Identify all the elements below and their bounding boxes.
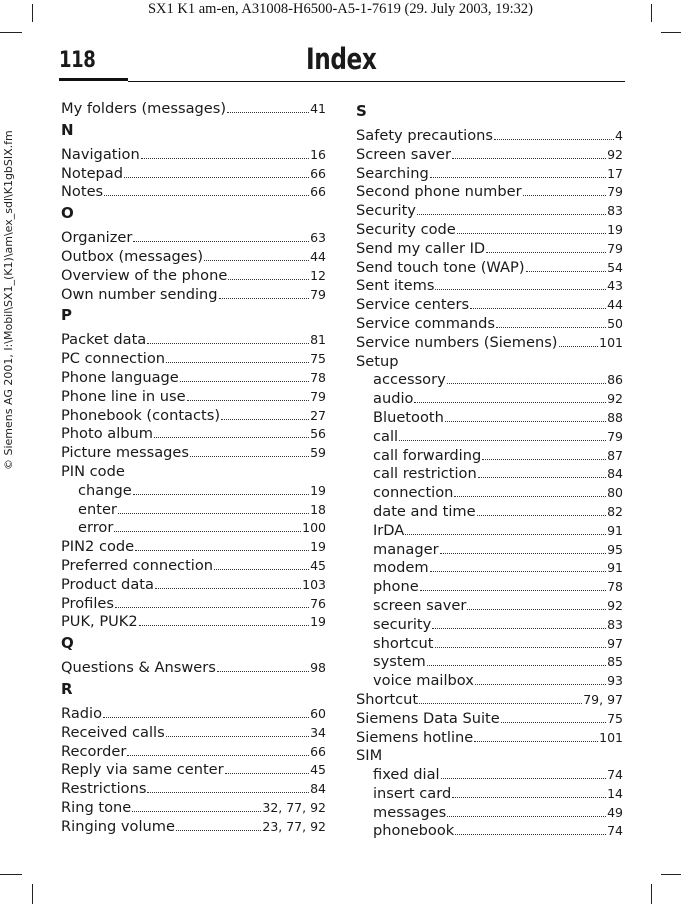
dot-leader — [405, 534, 606, 535]
index-subentry — [356, 766, 623, 785]
index-page-ref: 41 — [310, 101, 326, 116]
index-term: PIN2 code — [61, 538, 135, 556]
index-page-ref: 44 — [310, 248, 326, 264]
index-page-ref: 91 — [607, 522, 623, 538]
dot-leader — [114, 531, 301, 532]
index-term: PUK, PUK2 — [61, 613, 138, 631]
dot-leader — [440, 553, 607, 554]
dot-leader — [452, 158, 606, 159]
index-page-ref: 97 — [607, 635, 623, 651]
index-page-ref: 79 — [310, 286, 326, 302]
index-subentry — [356, 371, 623, 390]
dot-leader — [435, 647, 607, 648]
index-page-ref: 54 — [607, 259, 623, 275]
index-term: Ringing volume — [61, 817, 175, 835]
index-entry — [356, 729, 623, 748]
index-term: call restriction — [373, 465, 477, 483]
crop-mark — [651, 4, 652, 22]
index-subentry — [356, 822, 623, 841]
index-entry — [61, 557, 326, 576]
dot-leader — [526, 271, 607, 272]
index-page-ref: 79, 97 — [583, 691, 623, 707]
index-term: phonebook — [373, 822, 455, 840]
dot-leader — [455, 834, 606, 835]
index-entry — [61, 286, 326, 305]
dot-leader — [190, 456, 309, 457]
index-term: PC connection — [61, 350, 166, 368]
index-term: Notepad — [61, 164, 124, 182]
dot-leader — [147, 792, 309, 793]
index-term: system — [373, 653, 426, 671]
index-letter-heading: N — [61, 120, 74, 139]
dot-leader — [217, 671, 309, 672]
index-term: Organizer — [61, 229, 133, 247]
index-term: Preferred connection — [61, 556, 214, 574]
index-term: change — [78, 481, 132, 499]
dot-leader — [523, 195, 606, 196]
index-term: Own number sending — [61, 285, 218, 303]
index-page-ref: 49 — [607, 804, 623, 820]
index-term: messages — [373, 803, 447, 821]
index-subentry — [356, 559, 623, 578]
dot-leader — [187, 400, 309, 401]
index-term: error — [78, 519, 114, 537]
dot-leader — [227, 112, 309, 113]
index-term: Picture messages — [61, 444, 190, 462]
index-term: Screen saver — [356, 145, 451, 163]
dot-leader — [432, 628, 606, 629]
index-term: audio — [373, 390, 414, 408]
side-copyright: © Siemens AG 2001, I:\Mobil\SX1_(K1)\am\ex_sdl\K1gbSIX.fm — [2, 130, 15, 470]
crop-mark — [661, 874, 681, 875]
dot-leader — [155, 588, 301, 589]
index-term: screen saver — [373, 596, 467, 614]
index-page-ref: 91 — [607, 560, 623, 576]
index-term: Photo album — [61, 425, 153, 443]
index-entry — [356, 353, 623, 372]
index-page-ref: 101 — [599, 334, 623, 350]
index-entry — [61, 613, 326, 632]
index-letter-heading: S — [356, 102, 367, 120]
dot-leader — [124, 177, 309, 178]
index-entry — [61, 165, 326, 184]
dot-leader — [559, 346, 599, 347]
index-page-ref: 79 — [607, 240, 623, 256]
index-term: Sent items — [356, 277, 435, 295]
index-page-ref: 74 — [607, 823, 623, 839]
dot-leader — [180, 381, 309, 382]
index-entry — [61, 183, 326, 202]
dot-leader — [430, 177, 606, 178]
crop-mark — [32, 884, 33, 904]
dot-leader — [430, 571, 606, 572]
index-entry — [61, 761, 326, 780]
crop-mark — [661, 32, 681, 33]
index-subentry — [61, 482, 326, 501]
dot-leader — [447, 383, 606, 384]
dot-leader — [104, 195, 309, 196]
index-subentry — [356, 484, 623, 503]
index-term: insert card — [373, 784, 452, 802]
index-entry — [356, 315, 623, 334]
index-subentry — [61, 501, 326, 520]
index-term: Reply via same center — [61, 761, 224, 779]
dot-leader — [441, 778, 607, 779]
page-number: 118 — [59, 48, 96, 73]
page-title: Index — [306, 42, 377, 76]
dot-leader — [474, 741, 598, 742]
index-page-ref: 50 — [607, 315, 623, 331]
index-entry — [356, 259, 623, 278]
index-term: Siemens hotline — [356, 728, 474, 746]
index-page-ref: 17 — [607, 165, 623, 181]
index-page-ref: 75 — [310, 351, 326, 367]
dot-leader — [420, 590, 606, 591]
index-term: Packet data — [61, 331, 147, 349]
dot-leader — [414, 402, 606, 403]
index-term: date and time — [373, 502, 476, 520]
dot-leader — [494, 139, 614, 140]
dot-leader — [228, 279, 309, 280]
index-subentry — [356, 541, 623, 560]
index-subentry — [356, 428, 623, 447]
dot-leader — [399, 440, 606, 441]
dot-leader — [478, 477, 606, 478]
dot-leader — [139, 625, 309, 626]
index-column-left — [61, 100, 326, 837]
index-term: fixed dial — [373, 766, 440, 784]
index-entry — [61, 331, 326, 350]
dot-leader — [477, 515, 606, 516]
index-page-ref: 27 — [310, 407, 326, 423]
index-term: Received calls — [61, 723, 165, 741]
index-entry — [61, 743, 326, 762]
index-subentry — [356, 785, 623, 804]
index-page-ref: 34 — [310, 724, 326, 740]
index-entry — [356, 202, 623, 221]
dot-leader — [214, 569, 309, 570]
index-entry — [356, 710, 623, 729]
index-subentry — [356, 465, 623, 484]
dot-leader — [457, 233, 606, 234]
index-page-ref: 80 — [607, 485, 623, 501]
index-term: Navigation — [61, 145, 140, 163]
index-page-ref: 100 — [302, 520, 326, 536]
index-page-ref: 59 — [310, 445, 326, 461]
index-page-ref: 45 — [310, 762, 326, 778]
dot-leader — [176, 830, 261, 831]
dot-leader — [127, 755, 309, 756]
dot-leader — [435, 289, 606, 290]
index-subentry — [61, 519, 326, 538]
index-term: Bluetooth — [373, 408, 444, 426]
index-term: Ring tone — [61, 798, 132, 816]
index-entry — [61, 248, 326, 267]
dot-leader — [447, 816, 606, 817]
index-subentry — [356, 578, 623, 597]
index-term: Safety precautions — [356, 127, 494, 144]
index-page-ref: 19 — [310, 614, 326, 630]
index-subentry — [356, 597, 623, 616]
index-entry — [61, 407, 326, 426]
index-page-ref: 16 — [310, 146, 326, 162]
index-term: security — [373, 615, 432, 633]
index-letter-heading: P — [61, 306, 72, 325]
index-subentry — [356, 804, 623, 823]
index-term: Service centers — [356, 296, 470, 314]
index-subentry — [356, 672, 623, 691]
index-entry — [356, 277, 623, 296]
dot-leader — [501, 722, 606, 723]
index-entry — [61, 146, 326, 165]
index-entry — [356, 334, 623, 353]
index-term: Phone line in use — [61, 387, 186, 405]
header-rule — [128, 81, 625, 82]
dot-leader — [133, 241, 309, 242]
index-page-ref: 18 — [310, 501, 326, 517]
running-header: SX1 K1 am-en, A31008-H6500-A5-1-7619 (29. July 2003, 19:32) — [147, 1, 534, 17]
dot-leader — [135, 550, 309, 551]
index-term: Siemens Data Suite — [356, 709, 500, 727]
index-page-ref: 84 — [310, 781, 326, 797]
dot-leader — [147, 343, 309, 344]
index-page-ref: 75 — [607, 710, 623, 726]
index-page-ref: 45 — [310, 557, 326, 573]
index-term: enter — [78, 500, 117, 518]
index-subentry — [356, 447, 623, 466]
dot-leader — [482, 459, 606, 460]
index-page-ref: 79 — [310, 388, 326, 404]
index-page-ref: 87 — [607, 447, 623, 463]
index-letter-heading: Q — [61, 634, 74, 653]
index-entry — [356, 127, 623, 146]
crop-mark — [0, 32, 22, 33]
index-term: IrDA — [373, 521, 405, 539]
index-term: Radio — [61, 704, 103, 722]
index-page-ref: 19 — [607, 221, 623, 237]
index-page-ref: 19 — [310, 482, 326, 498]
index-term: Restrictions — [61, 780, 147, 798]
index-term: Notes — [61, 183, 104, 201]
index-term: Profiles — [61, 594, 114, 612]
index-term: Send my caller ID — [356, 239, 486, 257]
index-term: Phone language — [61, 368, 179, 386]
index-term: My folders (messages) — [61, 100, 227, 117]
dot-leader — [133, 494, 309, 495]
index-subentry — [356, 653, 623, 672]
index-term: Service commands — [356, 314, 496, 332]
index-page-ref: 92 — [607, 597, 623, 613]
index-entry — [61, 538, 326, 557]
index-entry — [356, 165, 623, 184]
index-term: Setup — [356, 352, 399, 370]
index-entry — [61, 267, 326, 286]
index-page-ref: 44 — [607, 297, 623, 313]
index-page-ref: 14 — [607, 785, 623, 801]
index-page-ref: 93 — [607, 673, 623, 689]
crop-mark — [651, 884, 652, 904]
index-page-ref: 43 — [607, 278, 623, 294]
index-page-ref: 86 — [607, 372, 623, 388]
index-page-ref: 95 — [607, 541, 623, 557]
index-page-ref: 78 — [607, 579, 623, 595]
index-entry — [356, 296, 623, 315]
index-subentry — [356, 503, 623, 522]
dot-leader — [219, 298, 310, 299]
index-page-ref: 74 — [607, 767, 623, 783]
index-page-ref: 103 — [302, 576, 326, 592]
index-term: modem — [373, 559, 429, 577]
index-term: manager — [373, 540, 439, 558]
index-entry — [61, 576, 326, 595]
crop-mark — [32, 4, 33, 22]
dot-leader — [486, 252, 606, 253]
index-page-ref: 78 — [310, 369, 326, 385]
index-column-right — [356, 100, 623, 841]
index-term: Recorder — [61, 742, 127, 760]
index-term: PIN code — [61, 462, 125, 480]
index-term: Phonebook (contacts) — [61, 406, 221, 424]
index-subentry — [356, 522, 623, 541]
index-page-ref: 79 — [607, 428, 623, 444]
dot-leader — [427, 665, 606, 666]
crop-mark — [0, 874, 22, 875]
index-term: Security code — [356, 220, 456, 238]
index-subentry — [356, 635, 623, 654]
index-page-ref: 23, 77, 92 — [262, 818, 326, 834]
index-page-ref: 66 — [310, 184, 326, 200]
index-term: Shortcut — [356, 690, 419, 708]
index-page-ref: 88 — [607, 409, 623, 425]
index-page-ref: 12 — [310, 267, 326, 283]
index-page-ref: 19 — [310, 539, 326, 555]
dot-leader — [475, 684, 606, 685]
index-entry — [61, 595, 326, 614]
dot-leader — [445, 421, 606, 422]
index-page-ref: 79 — [607, 184, 623, 200]
index-page-ref: 101 — [599, 729, 623, 745]
index-entry — [61, 799, 326, 818]
dot-leader — [103, 717, 309, 718]
index-page-ref: 66 — [310, 743, 326, 759]
dot-leader — [132, 811, 261, 812]
index-term: Send touch tone (WAP) — [356, 258, 525, 276]
index-term: call forwarding — [373, 446, 482, 464]
index-letter-heading: R — [61, 679, 73, 698]
index-entry — [356, 221, 623, 240]
index-term: Security — [356, 202, 416, 220]
index-term: Overview of the phone — [61, 266, 228, 284]
dot-leader — [467, 609, 606, 610]
index-term: Outbox (messages) — [61, 247, 204, 265]
dot-leader — [417, 214, 606, 215]
dot-leader — [496, 327, 606, 328]
dot-leader — [141, 158, 309, 159]
index-entry — [61, 229, 326, 248]
index-entry — [61, 780, 326, 799]
index-entry — [61, 444, 326, 463]
index-subentry — [356, 409, 623, 428]
index-entry — [356, 146, 623, 165]
index-entry — [61, 659, 326, 678]
index-page-ref: 83 — [607, 203, 623, 219]
index-entry — [356, 747, 623, 766]
index-term: phone — [373, 578, 419, 596]
index-entry — [61, 350, 326, 369]
index-letter-heading: O — [61, 204, 74, 223]
index-term: Questions & Answers — [61, 659, 216, 677]
index-page-ref: 76 — [310, 595, 326, 611]
dot-leader — [115, 607, 309, 608]
index-entry — [61, 705, 326, 724]
index-term: shortcut — [373, 634, 434, 652]
dot-leader — [204, 260, 309, 261]
dot-leader — [166, 362, 309, 363]
index-page-ref: 84 — [607, 466, 623, 482]
dot-leader — [225, 773, 309, 774]
index-term: connection — [373, 484, 454, 502]
index-term: Product data — [61, 575, 154, 593]
header-rule-thick — [59, 78, 128, 81]
index-page-ref: 92 — [607, 146, 623, 162]
index-term: Service numbers (Siemens) — [356, 333, 558, 351]
index-term: SIM — [356, 747, 383, 765]
index-term: voice mailbox — [373, 672, 474, 690]
index-entry — [61, 369, 326, 388]
index-page-ref: 4 — [615, 128, 623, 143]
dot-leader — [452, 797, 606, 798]
dot-leader — [166, 736, 309, 737]
index-page-ref: 66 — [310, 165, 326, 181]
dot-leader — [221, 419, 309, 420]
index-entry — [356, 691, 623, 710]
index-page-ref: 60 — [310, 705, 326, 721]
index-page-ref: 56 — [310, 426, 326, 442]
dot-leader — [454, 496, 606, 497]
index-page-ref: 32, 77, 92 — [262, 799, 326, 815]
index-subentry — [356, 616, 623, 635]
index-term: call — [373, 427, 399, 445]
index-term: Searching — [356, 164, 429, 182]
dot-leader — [118, 513, 309, 514]
index-entry — [61, 425, 326, 444]
index-entry — [61, 100, 326, 119]
index-entry — [356, 240, 623, 259]
dot-leader — [154, 437, 309, 438]
index-subentry — [356, 390, 623, 409]
index-entry — [61, 388, 326, 407]
index-page-ref: 92 — [607, 391, 623, 407]
index-page-ref: 98 — [310, 660, 326, 676]
index-page-ref: 81 — [310, 332, 326, 348]
index-term: accessory — [373, 371, 446, 389]
index-entry — [61, 818, 326, 837]
dot-leader — [470, 308, 606, 309]
index-entry — [61, 463, 326, 482]
index-page-ref: 82 — [607, 503, 623, 519]
index-term: Second phone number — [356, 183, 522, 201]
index-page-ref: 83 — [607, 616, 623, 632]
index-entry — [356, 183, 623, 202]
index-page-ref: 63 — [310, 230, 326, 246]
index-page-ref: 85 — [607, 654, 623, 670]
dot-leader — [419, 703, 582, 704]
index-entry — [61, 724, 326, 743]
